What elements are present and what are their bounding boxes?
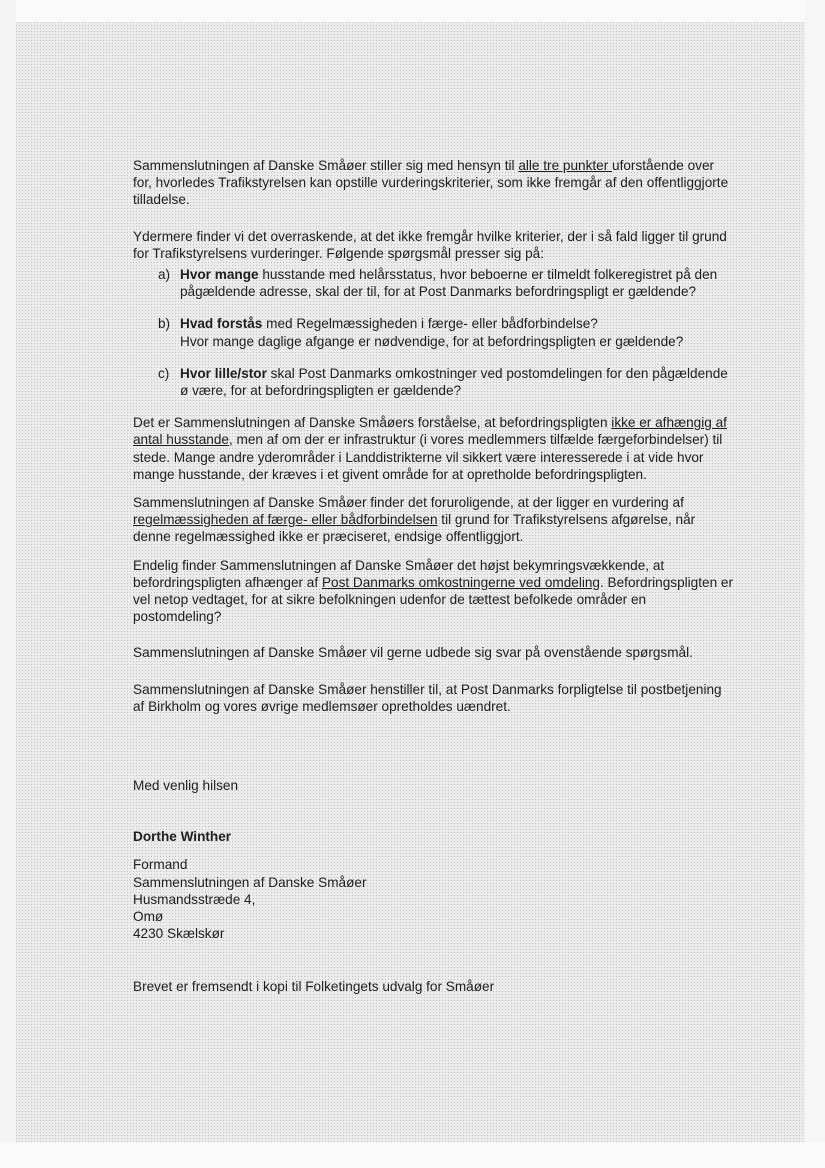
p1-before: Sammenslutningen af Danske Småøer stiller sig med hensyn til [133,158,519,173]
p4-underlined: regelmæssigheden af færge- eller bådforbindelsen [133,512,438,528]
copy-note: Brevet er fremsendt i kopi til Folketingets udvalg for Småøer [133,978,495,994]
paragraph-1 [133,157,733,209]
paragraph-4 [133,494,733,546]
p5-before: Endelig finder Sammenslutningen af Danske Småøer det højst bekymringsvækkende, at befordringspligten afhænger af [133,557,665,590]
p3-before: Det er Sammenslutningen af Danske Småøers forståelse, at befordringspligten [133,415,612,431]
paragraph-5 [133,557,733,626]
signature-name: Dorthe Winther [133,829,232,845]
signature-city: 4230 Skælskør [133,926,225,942]
p1-underlined: alle tre punkter [518,158,613,173]
question-a-bold: Hvor mange [180,267,259,283]
p1-after: uforstående over for, hvorledes Trafikstyrelsen kan opstille vurderingskriterier, som ikke fremgår af den offentliggjorte tilladelse. [133,158,729,208]
question-c-text: skal Post Danmarks omkostninger ved postomdelingen for den pågældende ø være, for at befordringspligten er gældende? [180,365,728,399]
question-c-marker: c) [158,365,170,381]
scan-edge-left [0,0,16,1168]
scan-edge-bottom [0,1142,825,1168]
signature-block [133,828,733,942]
paragraph-7: Sammenslutningen af Danske Småøer henstiller til, at Post Danmarks forpligtelse til postbetjening af Birkholm og vores øvrige medlemsøer opretholdes uændret. [133,681,722,714]
p4-before: Sammenslutningen af Danske Småøer finder det foruroligende, at der ligger en vurdering af [133,495,684,511]
paragraph-2: Ydermere finder vi det overraskende, at det ikke fremgår hvilke kriterier, der i så fald ligger til grund for Trafikstyrelsens vurderinger. Følgende spørgsmål presser sig på: [133,228,727,261]
paragraph-3 [133,414,733,483]
p3-after: , men af om der er infrastruktur (i vores medlemmers tilfælde færgeforbindelser) til stede. Mange andre yderområder i Landdistrikterne vil sikkert være interesserede i at vide hvor mange husstande, der kræves i et givent område for at opretholde befordringspligten. [133,432,723,482]
signature-street: Husmandsstræde 4, [133,891,256,907]
question-c-bold: Hvor lille/stor [180,365,267,381]
scan-edge-right [805,0,825,1168]
question-b-line2: Hvor mange daglige afgange er nødvendige, for at befordringspligten er gældende? [180,333,684,349]
question-a-text: husstande med helårsstatus, hvor beboerne er tilmeldt folkeregistret på den pågældende adresse, skal der til, for at Post Danmarks befordringspligt er gældende? [180,267,718,300]
question-a-marker: a) [158,267,171,283]
closing: Med venlig hilsen [133,778,239,794]
question-list [133,266,733,399]
question-c [133,365,733,399]
scan-edge-top [0,0,825,22]
question-b-marker: b) [158,316,171,332]
question-a [133,266,733,300]
p3-underlined: ikke er afhængig af antal husstande [133,415,727,448]
signature-title: Formand [133,857,188,873]
question-b-bold: Hvad forstås [180,316,263,332]
p4-after: til grund for Trafikstyrelsens afgørelse, når denne regelmæssighed ikke er præciseret, endsige offentliggjort. [133,512,696,545]
p5-underlined: Post Danmarks omkostningerne ved omdeling [321,574,600,590]
question-b-text: med Regelmæssigheden i færge- eller bådforbindelse? [262,316,598,332]
signature-org: Sammenslutningen af Danske Småøer [133,874,367,890]
signature-island: Omø [133,909,164,925]
question-b [133,315,733,349]
letter-body [133,157,733,995]
p5-after: . Befordringspligten er vel netop vedtaget, for at sikre befolkningen udenfor de tættest befolkede områder en postomdeling? [133,574,733,625]
paragraph-6: Sammenslutningen af Danske Småøer vil gerne udbede sig svar på ovenstående spørgsmål. [133,645,693,661]
